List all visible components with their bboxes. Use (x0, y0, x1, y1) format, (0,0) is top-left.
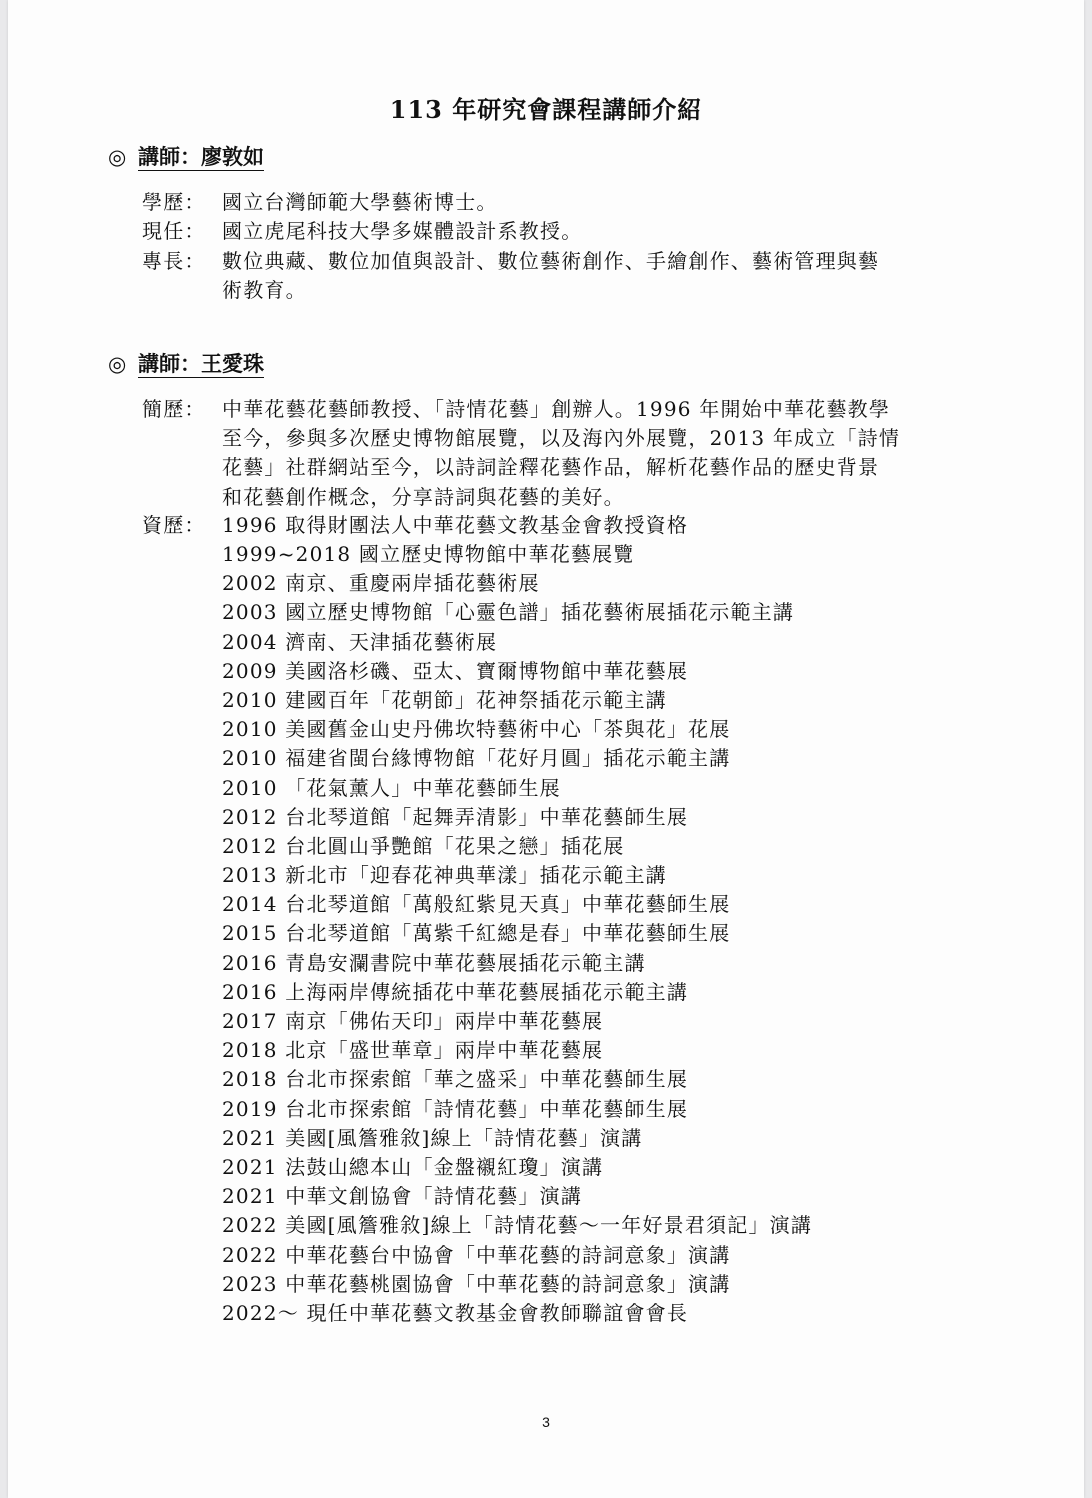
record-item: 2016 上海兩岸傳統插花中華花藝展插花示範主講 (222, 979, 689, 1004)
instructor-2-bio (142, 395, 1012, 512)
expertise-line: 數位典藏、數位加值與設計、數位藝術創作、手繪創作、藝術管理與藝 (222, 249, 880, 273)
record-item: 2009 美國洛杉磯、亞太、寶爾博物館中華花藝展 (222, 658, 689, 683)
instructor-2-name: 講師：王愛珠 (138, 351, 264, 376)
record-item: 2017 南京「佛佑天印」兩岸中華花藝展 (222, 1009, 604, 1033)
circle-bullet-icon: ◎ (108, 145, 127, 169)
record-item: 2022 美國[風簷雅敘]線上「詩情花藝～一年好景君須記」演講 (222, 1213, 813, 1238)
instructor-2-heading (108, 349, 264, 379)
record-item: 2010 「花氣薰人」中華花藝師生展 (222, 775, 561, 800)
instructor-1-expertise (142, 247, 1012, 305)
document-title: 113 年研究會課程講師介紹 (389, 95, 703, 124)
record-item: 2012 台北琴道館「起舞弄清影」中華花藝師生展 (222, 804, 689, 829)
instructor-1-current (142, 217, 1012, 246)
record-item: 2021 美國[風簷雅敘]線上「詩情花藝」演講 (222, 1125, 643, 1150)
record-item: 2010 福建省閩台緣博物館「花好月圓」插花示範主講 (222, 746, 731, 771)
document-page (8, 0, 1084, 1498)
record-item: 2004 濟南、天津插花藝術展 (222, 629, 498, 654)
record-item: 2019 台北市探索館「詩情花藝」中華花藝師生展 (222, 1096, 689, 1121)
expertise-line: 術教育。 (222, 278, 307, 303)
record-item: 2021 法鼓山總本山「金盤襯紅瓊」演講 (222, 1154, 604, 1179)
current-label: 現任： (142, 219, 206, 243)
instructor-1-heading (108, 142, 264, 172)
record-item: 2018 台北市探索館「華之盛采」中華花藝師生展 (222, 1067, 689, 1092)
record-item: 2012 台北圓山爭艷館「花果之戀」插花展 (222, 833, 625, 858)
record-item: 2016 青島安瀾書院中華花藝展插花示範主講 (222, 950, 646, 975)
record-item: 2013 新北市「迎春花神典華漾」插花示範主講 (222, 863, 667, 888)
record-item: 2018 北京「盛世華章」兩岸中華花藝展 (222, 1038, 604, 1063)
bio-line: 和花藝創作概念，分享詩詞與花藝的美好。 (222, 484, 625, 509)
record-item: 2014 台北琴道館「萬般紅紫見天真」中華花藝師生展 (222, 892, 731, 917)
instructor-1-name: 講師：廖敦如 (138, 144, 264, 169)
bio-line: 花藝」社群網站至今，以詩詞詮釋花藝作品，解析花藝作品的歷史背景 (222, 455, 880, 480)
current-value: 國立虎尾科技大學多媒體設計系教授。 (222, 219, 583, 243)
record-item: 1996 取得財團法人中華花藝文教基金會教授資格 (222, 513, 689, 537)
record-item: 2021 中華文創協會「詩情花藝」演講 (222, 1184, 583, 1209)
record-item: 2015 台北琴道館「萬紫千紅總是春」中華花藝師生展 (222, 921, 731, 946)
record-item: 2003 國立歷史博物館「心靈色譜」插花藝術展插花示範主講 (222, 600, 795, 625)
page-number: 3 (542, 1414, 550, 1430)
instructor-2-record-first (142, 511, 1012, 540)
education-label: 學歷： (142, 190, 206, 214)
bio-line: 至今，參與多次歷史博物館展覽，以及海內外展覽，2013 年成立「詩情 (222, 426, 901, 451)
circle-bullet-icon: ◎ (108, 352, 127, 376)
record-item: 2022 中華花藝台中協會「中華花藝的詩詞意象」演講 (222, 1242, 731, 1267)
record-label: 資歷： (142, 513, 206, 537)
education-value: 國立台灣師範大學藝術博士。 (222, 190, 498, 214)
bio-line: 中華花藝花藝師教授、「詩情花藝」創辦人。1996 年開始中華花藝教學 (222, 397, 891, 421)
instructor-1-education (142, 188, 1012, 217)
record-item: 2010 美國舊金山史丹佛坎特藝術中心「茶與花」花展 (222, 717, 731, 742)
record-item: 2010 建國百年「花朝節」花神祭插花示範主講 (222, 687, 667, 712)
record-item: 2023 中華花藝桃園協會「中華花藝的詩詞意象」演講 (222, 1271, 731, 1296)
bio-label: 簡歷： (142, 397, 206, 421)
expertise-label: 專長： (142, 249, 206, 273)
record-item: 2002 南京、重慶兩岸插花藝術展 (222, 571, 540, 596)
record-item: 1999~2018 國立歷史博物館中華花藝展覽 (222, 542, 635, 566)
record-item: 2022～ 現任中華花藝文教基金會教師聯誼會會長 (222, 1300, 689, 1325)
record-list (222, 540, 812, 1328)
